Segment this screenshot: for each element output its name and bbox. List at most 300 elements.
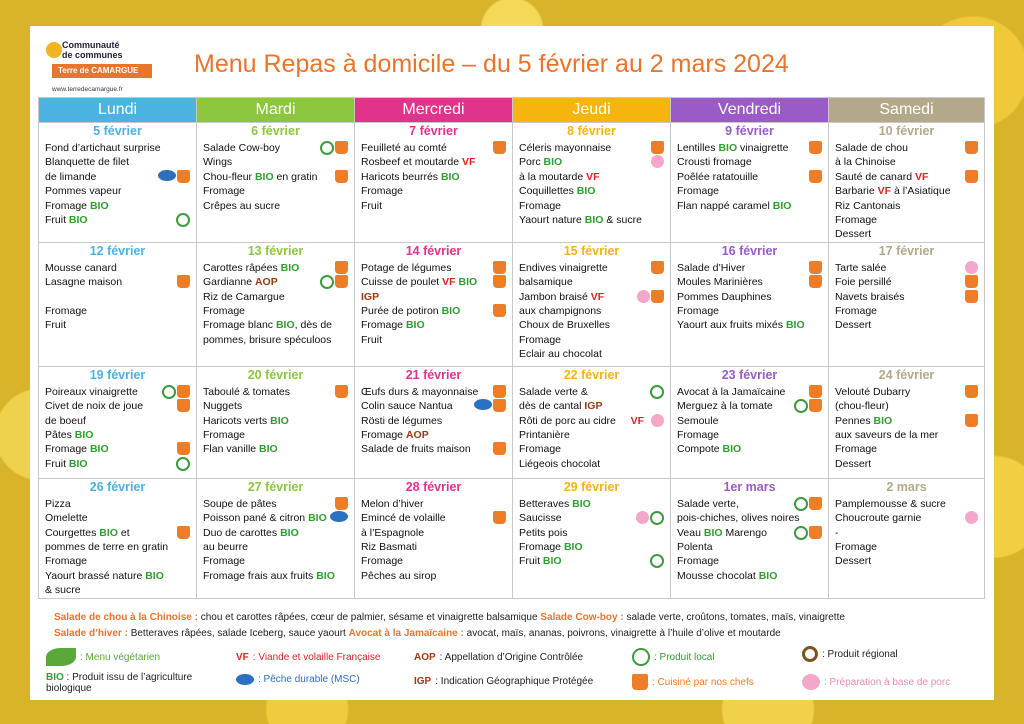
vf-label: VF [914, 170, 929, 183]
bio-label: BIO [718, 142, 738, 154]
menu-item-text: Navets braisés [835, 290, 905, 303]
menu-item-text: Flan nappé caramel [677, 199, 770, 212]
menu-item-text: Printanière [519, 429, 570, 442]
legend-bio-label: : Produit issu de l’agriculture [63, 672, 193, 683]
menu-item [519, 497, 666, 511]
menu-item [677, 141, 824, 155]
bio-label: BIO [584, 214, 604, 227]
item-icons [158, 170, 190, 183]
chef-icon [335, 261, 348, 274]
menu-item [519, 385, 666, 399]
item-icons [651, 141, 664, 154]
bio-label: BIO [758, 569, 778, 582]
item-icons [809, 385, 822, 398]
menu-item-text: Yaourt nature [519, 214, 582, 227]
day-header-vendredi: Vendredi [671, 98, 829, 123]
bio-label: BIO [259, 443, 278, 456]
chef-icon [965, 275, 978, 288]
local-product-icon [632, 648, 650, 666]
bio-label: BIO [873, 414, 893, 427]
menu-item [835, 184, 980, 198]
chef-icon [651, 290, 664, 303]
menu-item-text: balsamique [519, 276, 573, 289]
menu-item [677, 199, 824, 213]
menu-item-text: Œufs durs & mayonnaise [361, 385, 479, 398]
menu-item-text: Fromage [203, 555, 246, 568]
menu-item-text: Polenta [677, 541, 713, 554]
local-product-icon [650, 511, 664, 525]
menu-item-text: Taboulé & tomates [203, 385, 290, 398]
menu-item [677, 275, 824, 289]
day-date: 9 février [725, 124, 774, 138]
menu-items [355, 383, 512, 457]
chef-icon [651, 141, 664, 154]
chef-icon [809, 261, 822, 274]
menu-item [45, 457, 192, 471]
legend [44, 644, 984, 700]
bio-label: BIO [68, 457, 88, 470]
menu-item-text: Avocat à la Jamaïcaine [677, 385, 786, 398]
bio-label: BIO [89, 443, 109, 456]
menu-item [835, 290, 980, 304]
item-icons [965, 170, 978, 183]
pork-icon [965, 261, 978, 274]
menu-item-text: Fromage frais aux fruits [203, 569, 314, 582]
note-avocat-value: avocat, maïs, ananas, poivrons, vinaigrette à l’huile d’olive et moutarde [463, 628, 781, 639]
day-header-mardi: Mardi [197, 98, 355, 123]
item-icons [965, 511, 978, 524]
menu-item [835, 526, 980, 540]
menu-item-text: pommes, brisure spéculoos [203, 333, 332, 346]
week-row [39, 366, 985, 478]
menu-item-text-suffix: Marengo [722, 526, 767, 539]
logo [40, 40, 150, 102]
menu-item [519, 155, 666, 169]
menu-item [519, 442, 666, 456]
menu-item-text: Haricots beurrés [361, 170, 439, 183]
menu-item [361, 290, 508, 304]
chef-icon [177, 442, 190, 455]
menu-item [677, 385, 824, 399]
note-avocat-key: Avocat à la Jamaïcaine : [348, 628, 464, 639]
menu-cell-mardi [197, 478, 355, 598]
menu-cell-jeudi [513, 478, 671, 598]
menu-item [203, 304, 350, 318]
bio-label: BIO [542, 555, 562, 568]
menu-item [677, 540, 824, 554]
menu-cell-lundi [39, 242, 197, 366]
menu-item-text: Carottes râpées [203, 261, 278, 274]
menu-item [677, 511, 824, 525]
item-icons [162, 385, 190, 399]
bio-label: BIO [563, 541, 583, 554]
legend-aop-label: : Appellation d’Origine Contrôlée [439, 652, 584, 663]
menu-item-text: de limande [45, 170, 97, 183]
menu-item [519, 428, 666, 442]
menu-item [677, 318, 824, 332]
menu-item [45, 428, 192, 442]
menu-item-text: Barbarie [835, 185, 875, 198]
menu-item-text: Semoule [677, 414, 719, 427]
vf-label: VF [877, 185, 892, 198]
chef-icon [651, 261, 664, 274]
item-icons [965, 290, 978, 303]
menu-item-text: Fruit [45, 457, 66, 470]
menu-item [677, 155, 824, 169]
menu-item [519, 184, 666, 198]
menu-item-text: Mousse canard [45, 261, 117, 274]
menu-item-text: Fromage [45, 443, 88, 456]
menu-item [361, 540, 508, 554]
menu-item [203, 318, 350, 332]
item-icons [794, 399, 822, 413]
chef-icon [965, 290, 978, 303]
note-hiver-value: Betteraves râpées, salade Iceberg, sauce yaourt [127, 628, 349, 639]
menu-table [38, 97, 985, 599]
menu-cell-mercredi [355, 366, 513, 478]
menu-item-text: Melon d’hiver [361, 497, 424, 510]
menu-item-text: (chou-fleur) [835, 400, 889, 413]
menu-item [45, 184, 192, 198]
menu-item [203, 170, 350, 184]
menu-items [39, 495, 196, 598]
item-icons [176, 457, 190, 471]
pork-icon [965, 511, 978, 524]
menu-item-text: Pâtes [45, 429, 72, 442]
bio-label: BIO [145, 569, 164, 582]
menu-item-text: Civet de noix de joue [45, 400, 144, 413]
menu-item-text: Blanquette de filet [45, 156, 130, 169]
menu-cell-lundi [39, 366, 197, 478]
legend-vf-key: VF [236, 652, 249, 663]
chef-icon [177, 385, 190, 398]
menu-item-text: Céleris mayonnaise [519, 142, 612, 154]
local-product-icon [650, 385, 664, 399]
menu-cell-vendredi [671, 366, 829, 478]
day-date: 15 février [563, 243, 620, 258]
menu-item [203, 399, 350, 413]
menu-items [829, 259, 984, 333]
vf-label: VF [586, 170, 600, 183]
menu-item-text: Fromage [203, 185, 246, 198]
menu-item-text: Pennes [835, 414, 871, 427]
menu-item-text: Salade de fruits maison [361, 443, 471, 456]
notes-line2 [54, 626, 984, 642]
menu-item-text: à la moutarde [519, 170, 584, 183]
bio-label: BIO [785, 319, 805, 332]
menu-item [361, 569, 508, 583]
menu-item [835, 170, 980, 184]
bio-label: BIO [458, 276, 478, 289]
bio-label: BIO [308, 512, 327, 525]
menu-cell-jeudi [513, 242, 671, 366]
menu-item [835, 155, 980, 169]
menu-item-text: Cuisse de poulet [361, 276, 440, 289]
day-date: 2 mars [886, 479, 927, 494]
menu-item [519, 141, 666, 155]
menu-item-text: Yaourt aux fruits mixés [677, 319, 784, 332]
item-icons [636, 511, 664, 525]
chef-icon [335, 385, 348, 398]
fish-icon [474, 399, 492, 410]
chef-icon [493, 442, 506, 455]
menu-item [203, 540, 350, 554]
menu-item-text: Fromage [203, 305, 246, 318]
item-icons [493, 275, 506, 288]
menu-items [513, 495, 670, 569]
menu-items [197, 259, 354, 347]
menu-item [361, 141, 508, 155]
menu-item [203, 554, 350, 568]
menu-item-text: Emincé de volaille [361, 512, 446, 525]
item-icons [637, 290, 664, 303]
menu-item [45, 213, 192, 227]
item-icons [650, 385, 664, 399]
bio-label: BIO [254, 170, 274, 183]
menu-items [829, 383, 984, 471]
menu-item [677, 526, 824, 540]
menu-item [677, 290, 824, 304]
menu-item-text: Pommes vapeur [45, 185, 122, 198]
chef-icon [809, 275, 822, 288]
item-icons [474, 399, 506, 412]
menu-cell-vendredi [671, 242, 829, 366]
menu-item-text: Fromage [45, 305, 88, 318]
menu-item [203, 428, 350, 442]
item-icons [335, 497, 348, 510]
legend-regional-label: : Produit régional [822, 648, 898, 660]
menu-item [361, 414, 508, 428]
menu-item [835, 457, 980, 471]
page-title: Menu Repas à domicile – du 5 février au 2 mars 2024 [194, 50, 789, 78]
day-date: 28 février [405, 479, 462, 494]
menu-item-text: Dessert [835, 555, 872, 568]
menu-item-text: Fruit [45, 319, 66, 332]
legend-igp-label: : Indication Géographique Protégée [435, 676, 594, 687]
item-icons [335, 261, 348, 274]
item-icons [651, 414, 664, 427]
chef-icon [335, 170, 348, 183]
menu-item [519, 414, 666, 428]
chef-icon [177, 170, 190, 183]
local-product-icon [162, 385, 176, 399]
menu-cell-mercredi [355, 123, 513, 243]
fish-icon [236, 674, 254, 685]
day-date: 27 février [247, 479, 304, 494]
bio-label: BIO [572, 497, 591, 510]
menu-item [519, 275, 666, 289]
menu-item [203, 141, 350, 155]
local-product-icon [320, 141, 334, 155]
menu-cell-mercredi [355, 478, 513, 598]
menu-item-text: dès de cantal [519, 400, 582, 413]
day-date: 23 février [721, 367, 778, 382]
menu-item-text: Fromage [203, 429, 246, 442]
logo-line1: Communauté [62, 40, 120, 50]
day-date: 19 février [89, 367, 146, 382]
note-cowboy-value: salade verte, croûtons, tomates, maïs, vinaigrette [623, 612, 845, 623]
menu-item-text: pommes de terre en gratin [45, 541, 169, 554]
bio-label: BIO [89, 199, 109, 212]
menu-item-text: Rôti de porc au cidre [519, 414, 616, 427]
menu-item-text: de boeuf [45, 414, 86, 427]
menu-item [361, 399, 508, 413]
menu-item [45, 569, 192, 583]
menu-cell-samedi [829, 242, 985, 366]
menu-items [671, 383, 828, 457]
menu-items [513, 259, 670, 362]
menu-cell-vendredi [671, 478, 829, 598]
menu-item-text: Pêches au sirop [361, 569, 437, 582]
menu-item-text: à l’Espagnole [361, 526, 425, 539]
menu-item [45, 275, 192, 289]
menu-item-text: Fromage [361, 429, 404, 442]
menu-item-text: Fromage [835, 443, 878, 456]
menu-item-text: Crousti fromage [677, 156, 752, 169]
menu-item-text: Nuggets [203, 400, 243, 413]
chef-icon [493, 385, 506, 398]
menu-item [45, 583, 192, 597]
menu-item [519, 554, 666, 568]
menu-item-text: Fromage [45, 199, 88, 212]
menu-item [203, 275, 350, 289]
menu-item-text-suffix: , dès de [294, 319, 333, 332]
menu-items [197, 383, 354, 457]
leaf-icon [46, 648, 76, 666]
menu-item [835, 442, 980, 456]
menu-item-text: Salade verte & [519, 385, 588, 398]
menu-item [519, 304, 666, 318]
legend-vf [236, 652, 380, 663]
menu-item [45, 261, 192, 275]
bio-label: BIO [99, 526, 118, 539]
menu-item-text: Rosbeef et moutarde [361, 156, 460, 169]
menu-item-text: Flan vanille [203, 443, 257, 456]
bio-label: BIO [440, 170, 460, 183]
menu-item [361, 155, 508, 169]
menu-item-text: pois-chiches, olives noires [677, 512, 800, 525]
menu-item [45, 385, 192, 399]
igp-label: IGP [361, 290, 380, 303]
menu-items [671, 495, 828, 583]
chef-icon [965, 385, 978, 398]
legend-veg-label: : Menu végétarien [80, 651, 161, 663]
day-date: 17 février [878, 243, 935, 258]
menu-item [45, 304, 192, 318]
menu-items [39, 259, 196, 333]
menu-item [45, 511, 192, 525]
menu-item [203, 414, 350, 428]
vf-label: VF [630, 414, 644, 427]
menu-item-text: Fromage [519, 443, 562, 456]
menu-items [671, 139, 828, 213]
menu-item [835, 304, 980, 318]
menu-items [671, 259, 828, 333]
legend-chef [632, 674, 754, 690]
menu-item [45, 318, 192, 332]
menu-item [677, 554, 824, 568]
menu-item-text: Pizza [45, 497, 71, 510]
day-date: 20 février [247, 367, 304, 382]
week-row [39, 242, 985, 366]
day-date: 5 février [93, 124, 142, 138]
menu-item [361, 275, 508, 289]
menu-item-text: Fromage [677, 305, 720, 318]
menu-item [45, 554, 192, 568]
logo-url: www.terredecamargue.fr [52, 86, 123, 93]
menu-item-text: Purée de potiron [361, 305, 439, 318]
notes [54, 610, 984, 642]
menu-item [677, 184, 824, 198]
menu-items [197, 139, 354, 213]
menu-item [361, 199, 508, 213]
notes-line1 [54, 610, 984, 626]
local-product-icon [176, 457, 190, 471]
menu-item [519, 399, 666, 413]
day-date: 1er mars [723, 479, 776, 494]
menu-item [519, 511, 666, 525]
item-icons [794, 497, 822, 511]
menu-item-text: Choux de Bruxelles [519, 319, 611, 332]
menu-item [835, 511, 980, 525]
menu-item-text: Yaourt brassé nature [45, 569, 143, 582]
menu-item-text: Salade verte, [677, 497, 739, 510]
menu-item [519, 170, 666, 184]
item-icons [965, 141, 978, 154]
menu-item-text: Gardianne [203, 276, 253, 289]
menu-item [45, 141, 192, 155]
menu-item [203, 385, 350, 399]
item-icons [965, 261, 978, 274]
menu-item-text: Poisson pané & citron [203, 512, 306, 525]
menu-item-text: Velouté Dubarry [835, 385, 911, 398]
sun-icon [46, 42, 62, 58]
menu-item-text: Riz Basmati [361, 541, 418, 554]
item-icons [809, 261, 822, 274]
menu-item-text: Wings [203, 156, 233, 169]
item-icons [320, 275, 348, 289]
menu-item-text: Veau [677, 526, 701, 539]
chef-icon [493, 261, 506, 274]
menu-items [39, 139, 196, 227]
menu-item [519, 457, 666, 471]
menu-item [519, 540, 666, 554]
chef-icon [809, 497, 822, 510]
menu-items [197, 495, 354, 583]
menu-item-text: - [835, 526, 839, 539]
menu-item [519, 261, 666, 275]
menu-item [203, 442, 350, 456]
item-icons [177, 399, 190, 412]
menu-item-text-suffix: en gratin [273, 170, 318, 183]
bio-label: BIO [441, 305, 461, 318]
menu-item [835, 399, 980, 413]
menu-item-text: Moules Marinières [677, 276, 763, 289]
menu-cell-samedi [829, 366, 985, 478]
menu-cell-jeudi [513, 366, 671, 478]
item-icons [177, 442, 190, 455]
menu-item-text: Merguez à la tomate [677, 400, 773, 413]
menu-item [835, 428, 980, 442]
item-icons [320, 141, 348, 155]
bio-label: BIO [74, 429, 94, 442]
menu-items [39, 383, 196, 471]
pork-icon [651, 155, 664, 168]
menu-item [361, 318, 508, 332]
menu-item-text: Fromage [519, 199, 562, 212]
item-icons [335, 170, 348, 183]
menu-cell-vendredi [671, 123, 829, 243]
